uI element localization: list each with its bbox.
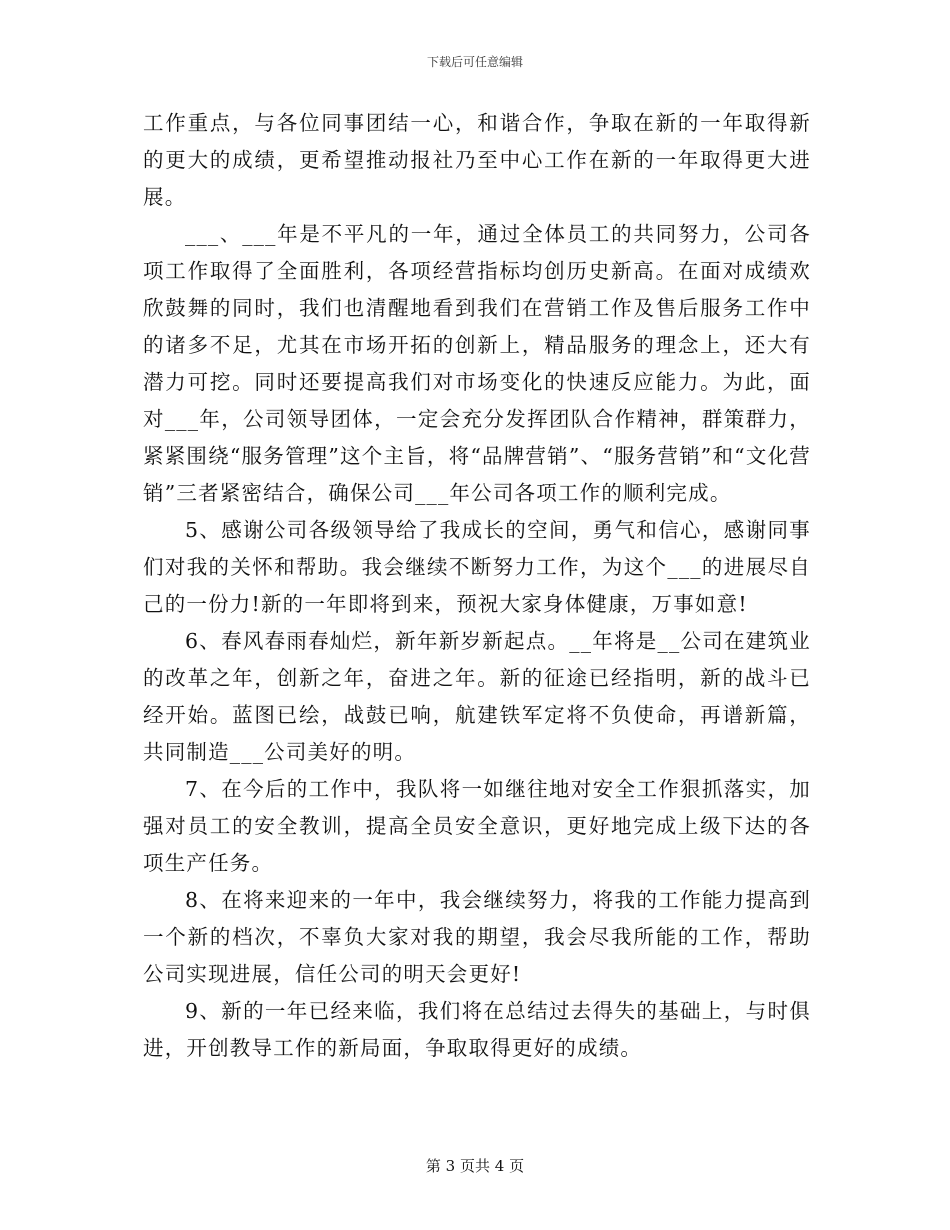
paragraph-continued: 工作重点，与各位同事团结一心，和谐合作，争取在新的一年取得新的更大的成绩，更希望推动报社乃至中心工作在新的一年取得更大进展。 (143, 111, 811, 209)
page-header: 下载后可任意编辑 (426, 55, 523, 69)
paragraph: ___、___年是不平凡的一年，通过全体员工的共同努力，公司各项工作取得了全面胜利，各项经营指标均创历史新高。在面对成绩欢欣鼓舞的同时，我们也清醒地看到我们在营销工作及售后服务工作中的诸多不足，尤其在市场开拓的创新上，精品服务的理念上，还大有潜力可挖。同时还要提高我们对市场变化的快速反应能力。为此，面对___年，公司领导团体，一定会充分发挥团队合作精神，群策群力，紧紧围绕“服务管理”这个主旨，将“品牌营销”、“服务营销”和“文化营销”三者紧密结合，确保公司___年公司各项工作的顺利完成。 (143, 222, 811, 505)
paragraph-item-9: 9、新的一年已经来临，我们将在总结过去得失的基础上，与时俱进，开创教导工作的新局面，争取取得更好的成绩。 (143, 999, 811, 1060)
paragraph-item-8: 8、在将来迎来的一年中，我会继续努力，将我的工作能力提高到一个新的档次，不辜负大家对我的期望，我会尽我所能的工作，帮助公司实现进展，信任公司的明天会更好! (143, 888, 811, 986)
paragraph-item-7: 7、在今后的工作中，我队将一如继往地对安全工作狠抓落实，加强对员工的安全教训，提高全员安全意识，更好地完成上级下达的各项生产任务。 (143, 777, 811, 875)
paragraph-item-6: 6、春风春雨春灿烂，新年新岁新起点。__年将是__公司在建筑业的改革之年，创新之年，奋进之年。新的征途已经指明，新的战斗已经开始。蓝图已绘，战鼓已响，航建铁军定将不负使命，再谱新篇，共同制造___公司美好的明。 (143, 629, 811, 764)
document-body (143, 105, 811, 1067)
paragraph-item-5: 5、感谢公司各级领导给了我成长的空间，勇气和信心，感谢同事们对我的关怀和帮助。我会继续不断努力工作，为这个___的进展尽自己的一份力!新的一年即将到来，预祝大家身体健康，万事如意! (143, 518, 811, 616)
page-number: 第 3 页共 4 页 (425, 1157, 525, 1175)
